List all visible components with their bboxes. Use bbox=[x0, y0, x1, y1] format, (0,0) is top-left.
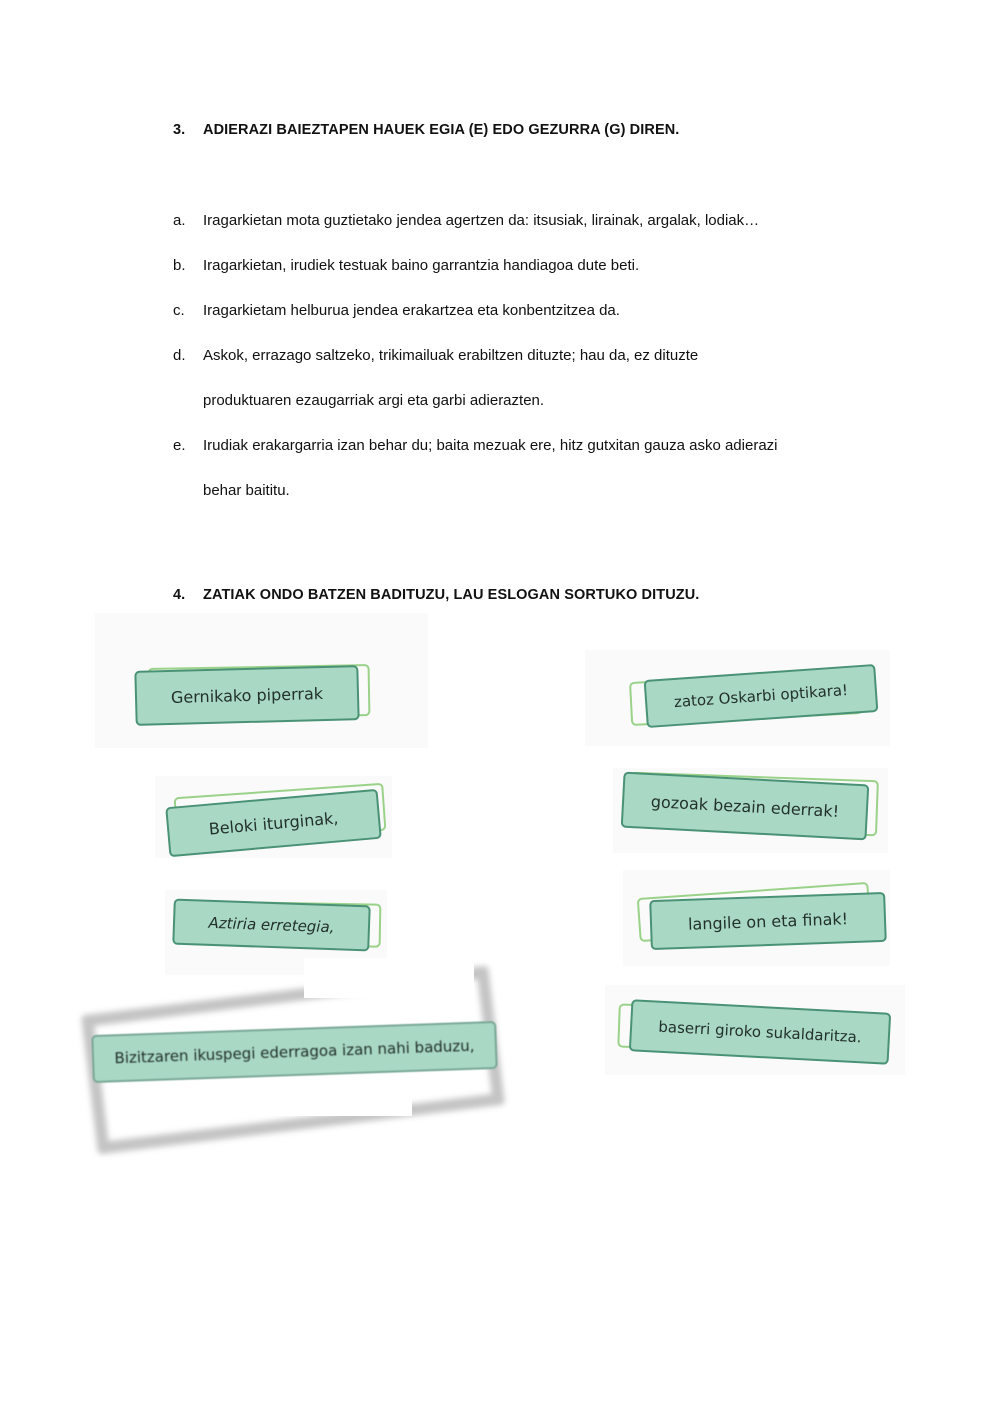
slogan-end-strip[interactable]: langile on eta finak! bbox=[649, 892, 887, 950]
slogan-start-strip[interactable]: Gernikako piperrak bbox=[134, 665, 359, 726]
statement-d: d. Askok, errazago saltzeko, trikimailuak erabiltzen dituzte; hau da, ez dituzte bbox=[173, 347, 699, 364]
cover-patch bbox=[242, 1076, 412, 1116]
slogan-end-strip[interactable]: zatoz Oskarbi optikara! bbox=[644, 664, 879, 728]
cover-patch bbox=[304, 958, 474, 998]
section-3-title: ADIERAZI BAIEZTAPEN HAUEK EGIA (E) EDO GEZURRA (G) DIREN. bbox=[203, 122, 680, 138]
slogan-start-strip[interactable]: Beloki iturginak, bbox=[165, 789, 382, 857]
statement-e: e. Irudiak erakargarria izan behar du; baita mezuak ere, hitz gutxitan gauza asko adierazi bbox=[173, 437, 778, 454]
slogan-end-strip[interactable]: baserri giroko sukaldaritza. bbox=[629, 999, 891, 1065]
slogan-end-strip[interactable]: gozoak bezain ederrak! bbox=[621, 772, 870, 841]
slogan-start-strip[interactable]: Aztiria erretegia, bbox=[172, 899, 370, 952]
statement-a: a. Iragarkietan mota guztietako jendea agertzen da: itsusiak, lirainak, argalak, lodiak… bbox=[173, 212, 760, 229]
statement-e-continuation: behar baititu. bbox=[203, 482, 290, 499]
section-4-heading bbox=[173, 587, 699, 603]
section-4-number: 4. bbox=[173, 587, 186, 603]
section-3-number: 3. bbox=[173, 122, 186, 138]
section-4-title: ZATIAK ONDO BATZEN BADITUZU, LAU ESLOGAN SORTUKO DITUZU. bbox=[203, 587, 700, 603]
statement-b: b. Iragarkietan, irudiek testuak baino garrantzia handiagoa dute beti. bbox=[173, 257, 640, 274]
section-3-heading bbox=[173, 122, 679, 138]
statement-c: c. Iragarkietam helburua jendea erakartzea eta konbentzitzea da. bbox=[173, 302, 620, 319]
statement-d-continuation: produktuaren ezaugarriak argi eta garbi adierazten. bbox=[203, 392, 545, 409]
slogan-start-strip[interactable]: Bizitzaren ikuspegi ederragoa izan nahi baduzu, bbox=[91, 1021, 497, 1083]
